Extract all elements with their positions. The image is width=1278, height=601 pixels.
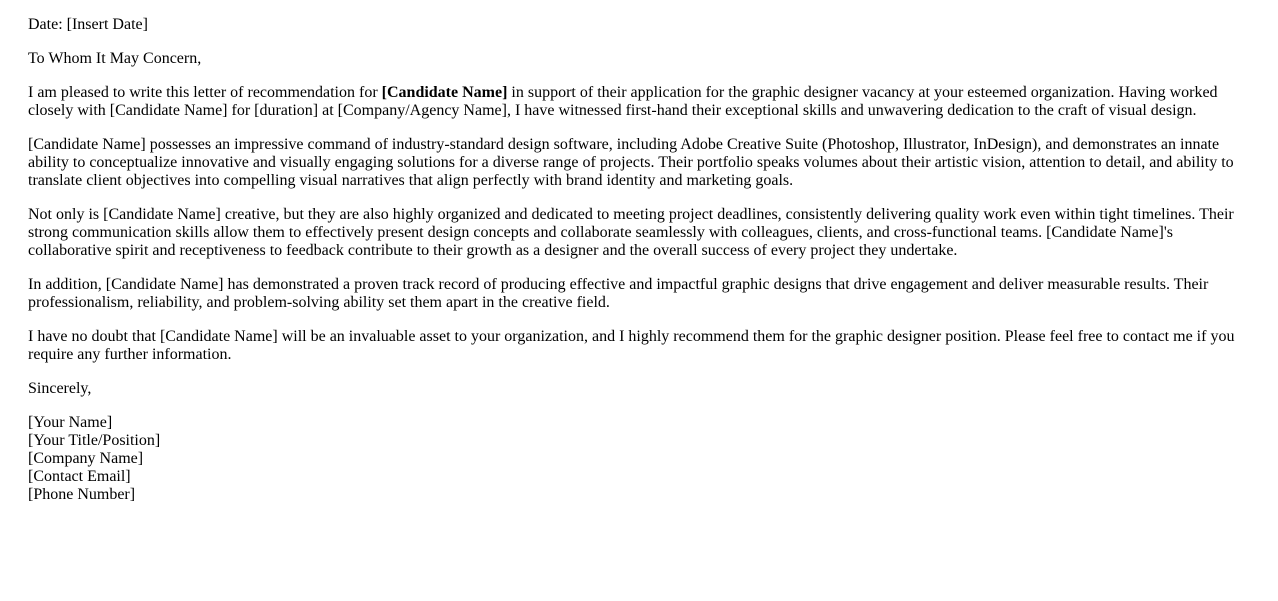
paragraph (28, 136, 1237, 190)
paragraph-text: I am pleased to write this letter of recommendation for (28, 84, 382, 101)
recommendation-letter (28, 16, 1237, 504)
paragraph-text: In addition, [Candidate Name] has demonstrated a proven track record of producing effective and impactful graphic designs that drive engagement and deliver measurable results. Their professionalism, reliability, and problem-solving ability set them apart in the creative field. (28, 276, 1209, 311)
signature-block (28, 414, 1237, 504)
closing: Sincerely, (28, 380, 92, 397)
signature-line: [Phone Number] (28, 486, 136, 503)
paragraph-text: Not only is [Candidate Name] creative, but they are also highly organized and dedicated to meeting project deadlines, consistently delivering quality work even within tight timelines. Their strong communication skills allow them to effectively present design concepts and collaborate seamlessly with colleagues, clients, and cross-functional teams. [Candidate Name]'s collaborative spirit and receptiveness to feedback contribute to their growth as a designer and the overall success of every project they undertake. (28, 206, 1234, 259)
signature-line: [Your Title/Position] (28, 432, 161, 449)
candidate-name-placeholder: [Candidate Name] (381, 84, 508, 101)
paragraph-text: in support of their application for the graphic designer vacancy at your esteemed organization. Having worked closely with [Candidate Name] for [duration] at [Company/Agency Name], I have witnessed first-hand their exceptional skills and unwavering dedication to the craft of visual design. (28, 84, 1218, 119)
date-line: Date: [Insert Date] (28, 16, 148, 33)
paragraph (28, 206, 1237, 260)
paragraph (28, 328, 1237, 364)
paragraph-text: I have no doubt that [Candidate Name] will be an invaluable asset to your organization, and I highly recommend them for the graphic designer position. Please feel free to contact me if you require any further information. (28, 328, 1235, 363)
paragraph (28, 276, 1237, 312)
paragraph (28, 84, 1237, 120)
signature-line: [Your Name] (28, 414, 113, 431)
signature-line: [Company Name] (28, 450, 144, 467)
letter-body (28, 84, 1237, 364)
paragraph-text: [Candidate Name] possesses an impressive command of industry-standard design software, including Adobe Creative Suite (Photoshop, Illustrator, InDesign), and demonstrates an innate ability to conceptualize innovative and visually engaging solutions for a diverse range of projects. Their portfolio speaks volumes about their artistic vision, attention to detail, and ability to translate client objectives into compelling visual narratives that align perfectly with brand identity and marketing goals. (28, 136, 1234, 189)
salutation: To Whom It May Concern, (28, 50, 202, 67)
signature-line: [Contact Email] (28, 468, 131, 485)
